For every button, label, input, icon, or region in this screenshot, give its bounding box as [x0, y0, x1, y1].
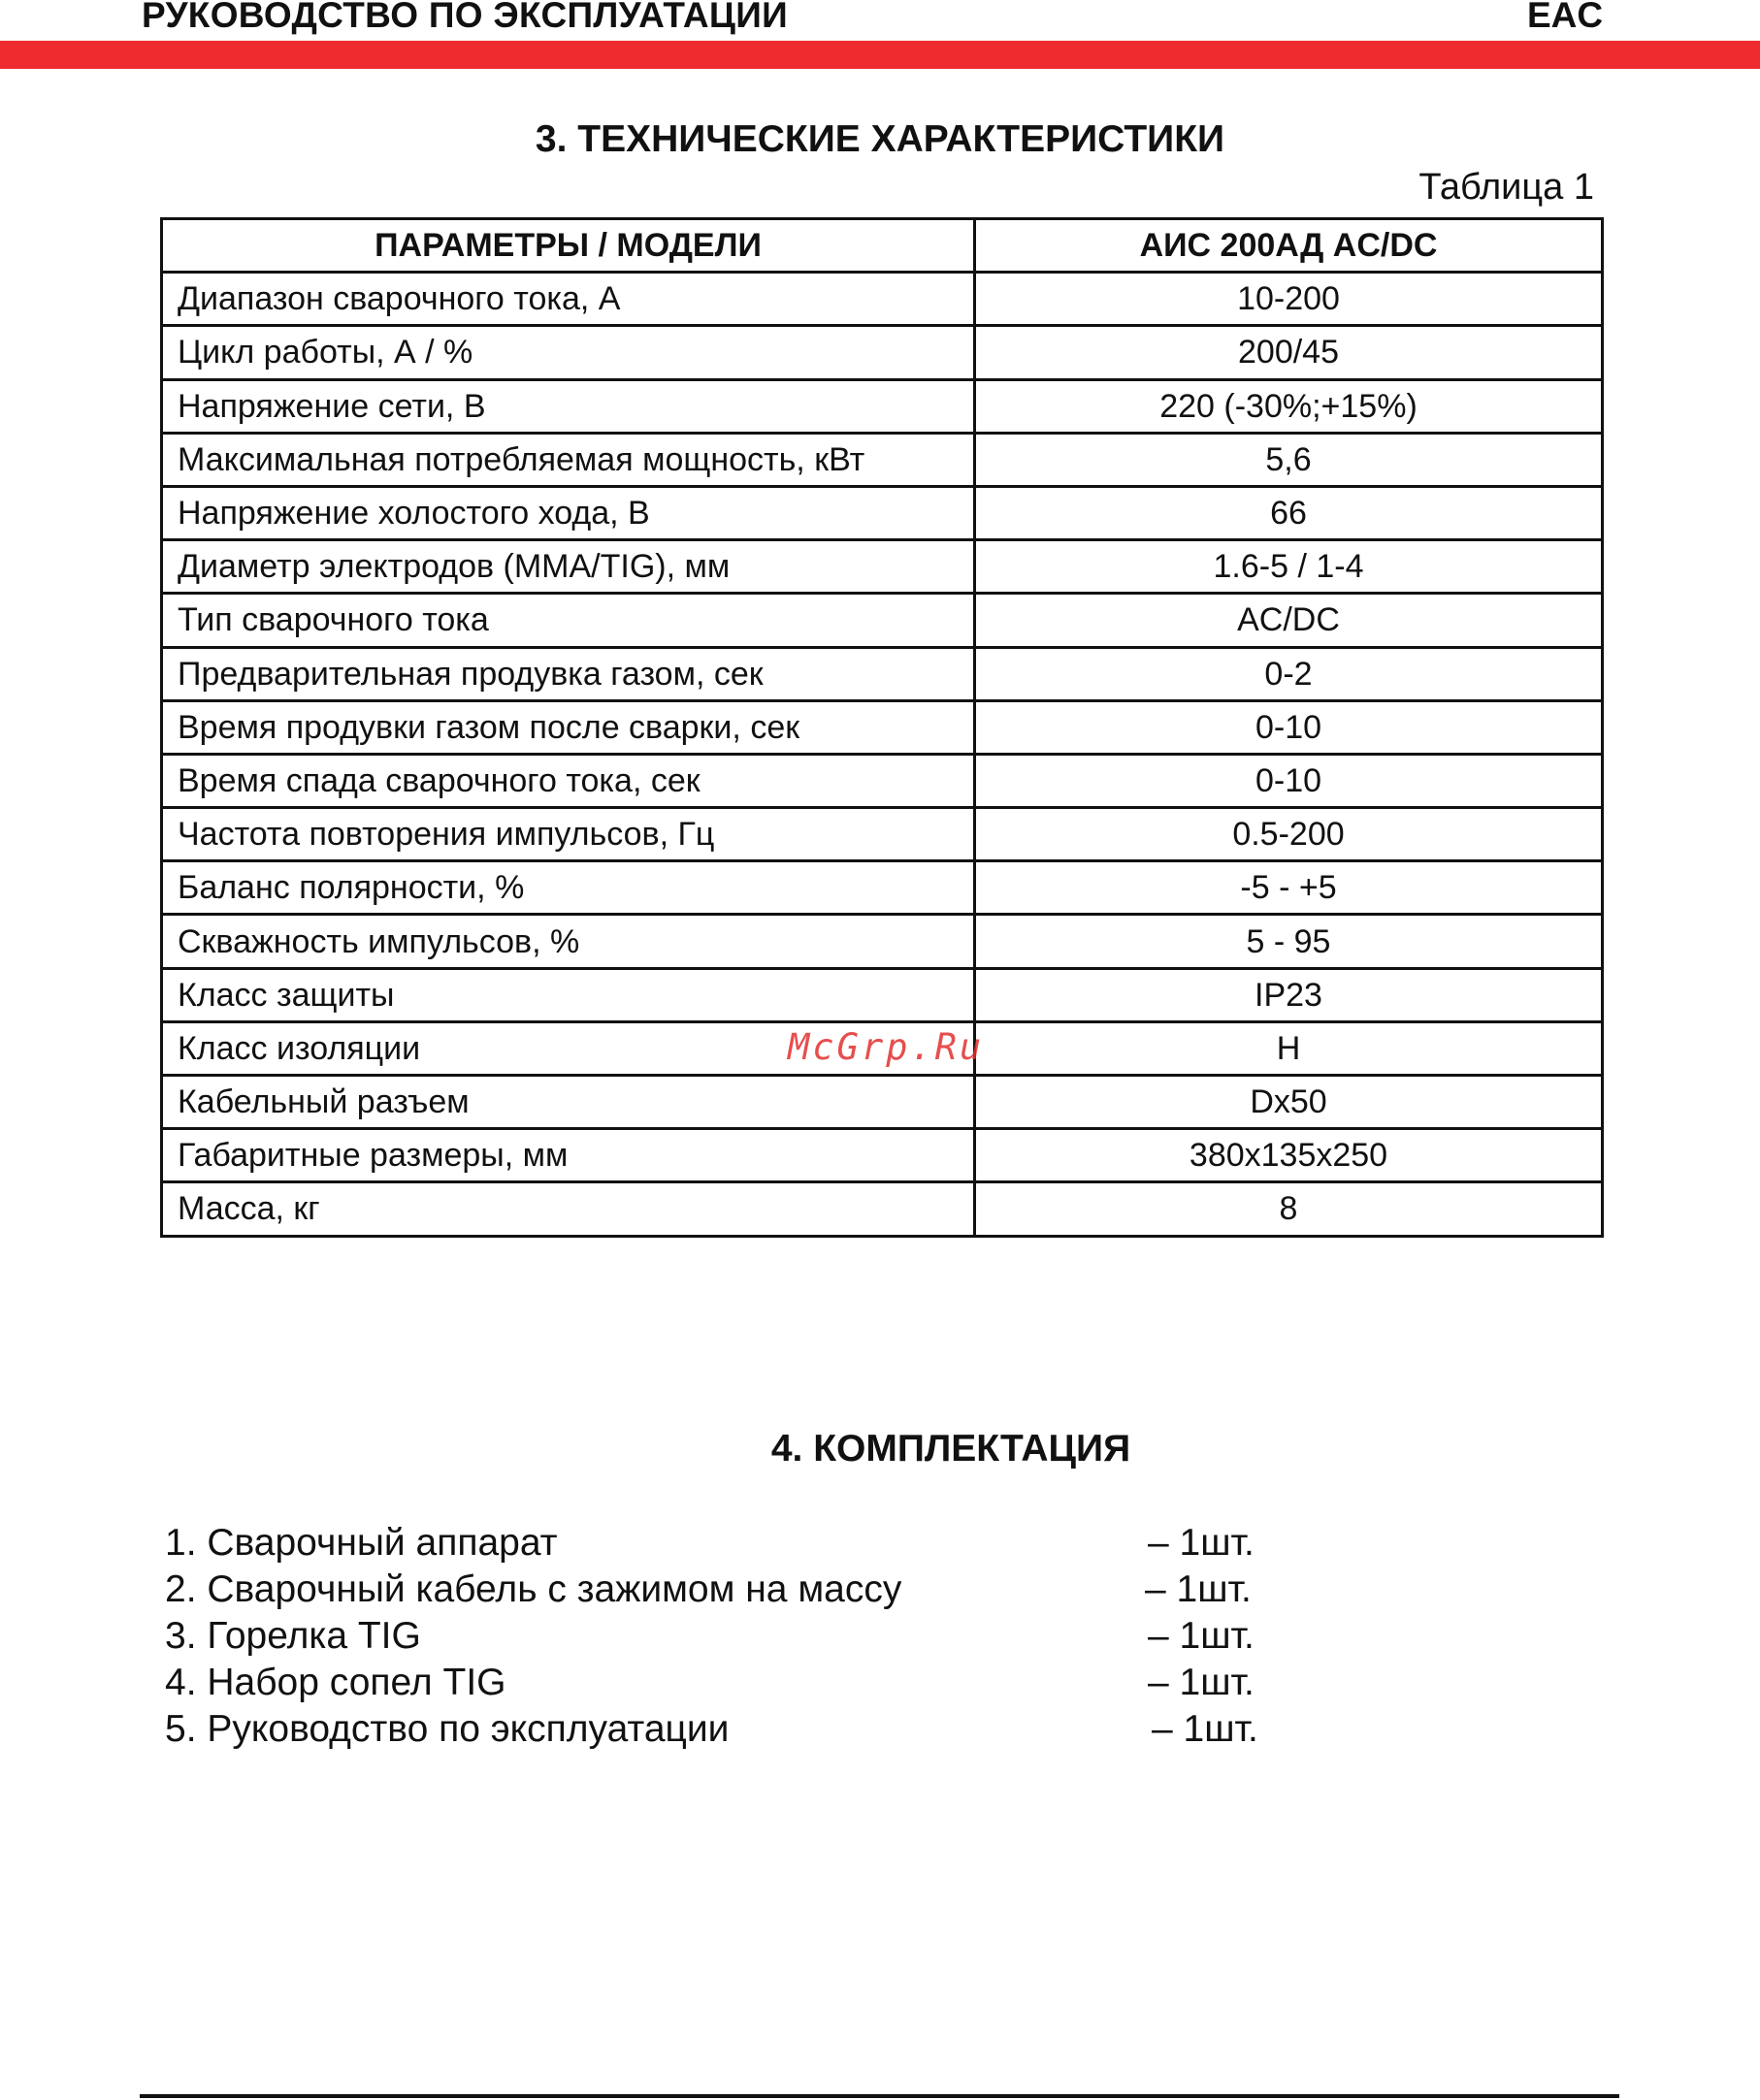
list-item: [165, 1660, 1329, 1706]
list-item: [165, 1520, 1329, 1567]
param-cell: Класс защиты: [162, 968, 975, 1021]
column-header-model: АИС 200АД AC/DC: [975, 219, 1603, 273]
kit-item-name: 4. Набор сопел TIG: [165, 1662, 506, 1703]
value-cell: Dx50: [975, 1076, 1603, 1129]
param-cell: Тип сварочного тока: [162, 594, 975, 647]
header-red-bar: [0, 41, 1760, 69]
table-row: [162, 808, 1603, 861]
table-row: [162, 273, 1603, 326]
table-row: [162, 433, 1603, 486]
section-4-title: 4. КОМПЛЕКТАЦИЯ: [770, 1428, 1131, 1470]
spec-table: [160, 217, 1604, 1238]
kit-item-qty: – 1шт.: [1148, 1522, 1255, 1564]
value-cell: AC/DC: [975, 594, 1603, 647]
param-cell: Масса, кг: [162, 1182, 975, 1236]
table-row: [162, 486, 1603, 539]
param-cell: Частота повторения импульсов, Гц: [162, 808, 975, 861]
param-cell: Баланс полярности, %: [162, 861, 975, 915]
kit-item-qty: – 1шт.: [1145, 1568, 1252, 1610]
table-row: [162, 754, 1603, 807]
value-cell: IP23: [975, 968, 1603, 1021]
value-cell: 10-200: [975, 273, 1603, 326]
kit-item-qty: – 1шт.: [1152, 1708, 1258, 1750]
value-cell: 220 (-30%;+15%): [975, 379, 1603, 433]
table-row: [162, 1182, 1603, 1236]
table-caption: Таблица 1: [1418, 167, 1594, 208]
value-cell: 0-10: [975, 700, 1603, 754]
table-row: [162, 968, 1603, 1021]
table-row: [162, 915, 1603, 968]
kit-item-name: 1. Сварочный аппарат: [165, 1522, 558, 1564]
kit-item-name: 2. Сварочный кабель с зажимом на массу: [165, 1568, 902, 1610]
param-cell: Время спада сварочного тока, сек: [162, 754, 975, 807]
param-cell: Диапазон сварочного тока, А: [162, 273, 975, 326]
param-cell: Цикл работы, А / %: [162, 326, 975, 379]
table-row: [162, 540, 1603, 594]
param-cell: Напряжение холостого хода, В: [162, 486, 975, 539]
kit-list: [165, 1520, 1329, 1753]
kit-item-qty: – 1шт.: [1148, 1615, 1255, 1657]
param-cell: Кабельный разъем: [162, 1076, 975, 1129]
kit-item-name: 5. Руководство по эксплуатации: [165, 1708, 730, 1750]
header-title: РУКОВОДСТВО ПО ЭКСПЛУАТАЦИИ: [142, 0, 789, 35]
param-cell: Класс изоляции: [162, 1021, 975, 1075]
list-item: [165, 1613, 1329, 1660]
list-item: [165, 1706, 1329, 1753]
table-row: [162, 594, 1603, 647]
param-cell: Предварительная продувка газом, сек: [162, 647, 975, 700]
table-row: [162, 647, 1603, 700]
kit-item-name: 3. Горелка TIG: [165, 1615, 421, 1657]
value-cell: 200/45: [975, 326, 1603, 379]
footer-divider: [140, 2094, 1619, 2098]
table-row: [162, 1076, 1603, 1129]
param-cell: Диаметр электродов (MMA/TIG), мм: [162, 540, 975, 594]
value-cell: 5,6: [975, 433, 1603, 486]
watermark: McGrp.Ru: [788, 1026, 985, 1068]
param-cell: Скважность импульсов, %: [162, 915, 975, 968]
value-cell: -5 - +5: [975, 861, 1603, 915]
value-cell: 8: [975, 1182, 1603, 1236]
param-cell: Габаритные размеры, мм: [162, 1129, 975, 1182]
value-cell: 66: [975, 486, 1603, 539]
eac-mark: EAC: [1527, 0, 1604, 35]
param-cell: Максимальная потребляемая мощность, кВт: [162, 433, 975, 486]
section-3-title: 3. ТЕХНИЧЕСКИЕ ХАРАКТЕРИСТИКИ: [535, 118, 1225, 160]
value-cell: H: [975, 1021, 1603, 1075]
value-cell: 0-2: [975, 647, 1603, 700]
value-cell: 0.5-200: [975, 808, 1603, 861]
value-cell: 380x135x250: [975, 1129, 1603, 1182]
spec-table-header-row: [162, 219, 1603, 273]
value-cell: 1.6-5 / 1-4: [975, 540, 1603, 594]
table-row: [162, 326, 1603, 379]
list-item: [165, 1567, 1329, 1613]
value-cell: 5 - 95: [975, 915, 1603, 968]
kit-item-qty: – 1шт.: [1148, 1662, 1255, 1703]
table-row: [162, 700, 1603, 754]
table-row: [162, 1129, 1603, 1182]
table-row: [162, 379, 1603, 433]
param-cell: Время продувки газом после сварки, сек: [162, 700, 975, 754]
param-cell: Напряжение сети, В: [162, 379, 975, 433]
value-cell: 0-10: [975, 754, 1603, 807]
column-header-params: ПАРАМЕТРЫ / МОДЕЛИ: [162, 219, 975, 273]
table-row: [162, 861, 1603, 915]
